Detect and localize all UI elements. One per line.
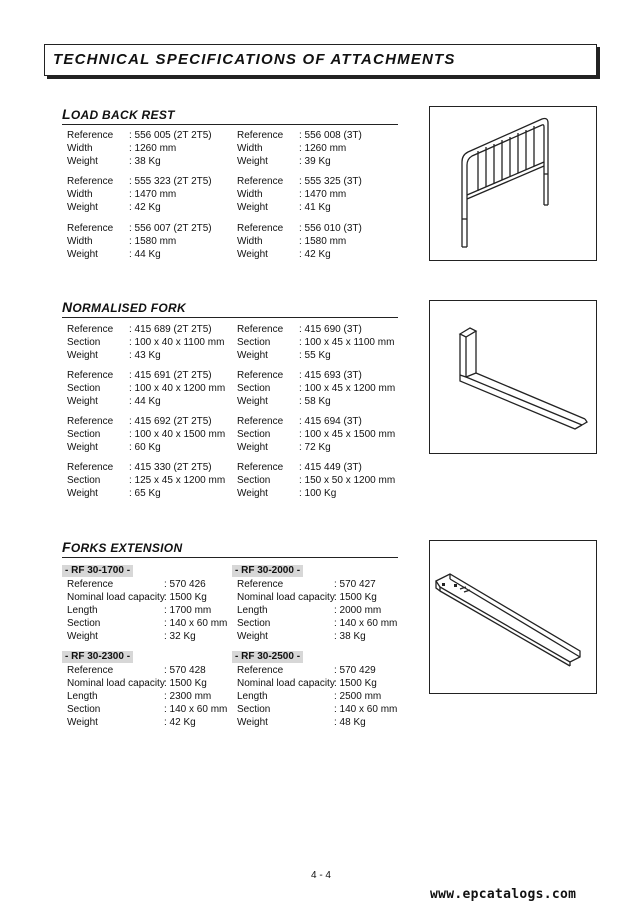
- spec-value: : 72 Kg: [299, 442, 331, 453]
- spec-value: : 2000 mm: [334, 605, 382, 616]
- load-back-rest-item: [67, 129, 212, 168]
- spec-label: Section: [67, 337, 101, 348]
- normalised-fork-item: [67, 369, 225, 408]
- spec-value: : 570 426: [164, 579, 206, 590]
- spec-label: Weight: [237, 202, 268, 213]
- fork-extension-item: [237, 664, 397, 729]
- spec-label: Weight: [237, 350, 268, 361]
- spec-label: Weight: [237, 442, 268, 453]
- spec-label: Length: [237, 605, 268, 616]
- spec-value: : 140 x 60 mm: [164, 704, 228, 715]
- normalised-fork-illustration: [429, 300, 597, 454]
- spec-label: Reference: [237, 176, 284, 187]
- spec-label: Section: [237, 429, 271, 440]
- forks-extension-drawing: [430, 541, 596, 693]
- spec-value: : 100 x 40 x 1100 mm: [129, 337, 225, 348]
- spec-value: : 44 Kg: [129, 249, 161, 260]
- spec-value: : 60 Kg: [129, 442, 161, 453]
- spec-label: Weight: [67, 202, 98, 213]
- spec-value: : 1580 mm: [299, 236, 347, 247]
- fork-extension-item: [67, 578, 227, 643]
- normalised-fork-drawing: [430, 301, 596, 453]
- spec-label: Reference: [67, 223, 114, 234]
- spec-value: : 570 428: [164, 665, 206, 676]
- spec-label: Weight: [237, 396, 268, 407]
- spec-label: Reference: [67, 462, 114, 473]
- spec-label: Weight: [67, 396, 98, 407]
- spec-label: Section: [237, 475, 271, 486]
- normalised-fork-item: [237, 461, 395, 500]
- spec-value: : 415 689 (2T 2T5): [129, 324, 212, 335]
- spec-label: Length: [237, 691, 268, 702]
- spec-label: Width: [67, 236, 93, 247]
- spec-value: : 1580 mm: [129, 236, 177, 247]
- fork-extension-model: - RF 30-2500 -: [232, 651, 303, 663]
- spec-label: Reference: [237, 665, 284, 676]
- spec-value: : 100 x 45 x 1200 mm: [299, 383, 396, 394]
- spec-label: Width: [67, 143, 93, 154]
- spec-value: : 58 Kg: [299, 396, 331, 407]
- spec-label: Weight: [67, 631, 98, 642]
- spec-label: Weight: [237, 717, 268, 728]
- normalised-fork-item: [237, 323, 394, 362]
- spec-value: : 570 429: [334, 665, 376, 676]
- spec-value: : 100 x 40 x 1500 mm: [129, 429, 226, 440]
- normalised-fork-item: [237, 415, 395, 454]
- page-title: TECHNICAL SPECIFICATIONS OF ATTACHMENTS: [53, 51, 456, 68]
- spec-label: Length: [67, 605, 98, 616]
- spec-value: : 1260 mm: [129, 143, 177, 154]
- fork-extension-model: - RF 30-2300 -: [62, 651, 133, 663]
- load-back-rest-item: [67, 222, 212, 261]
- page-number: 4 - 4: [310, 870, 331, 881]
- spec-value: : 100 x 45 x 1100 mm: [299, 337, 395, 348]
- spec-value: : 38 Kg: [129, 156, 161, 167]
- website-watermark: www.epcatalogs.com: [430, 887, 577, 902]
- spec-label: Reference: [67, 324, 114, 335]
- spec-value: : 1260 mm: [299, 143, 347, 154]
- normalised-fork-heading: NORMALISED FORK: [62, 299, 398, 318]
- spec-label: Reference: [237, 130, 284, 141]
- spec-label: Weight: [67, 442, 98, 453]
- spec-value: : 570 427: [334, 579, 376, 590]
- spec-value: : 38 Kg: [334, 631, 366, 642]
- spec-value: : 415 691 (2T 2T5): [129, 370, 212, 381]
- spec-value: : 415 449 (3T): [299, 462, 362, 473]
- spec-value: : 556 005 (2T 2T5): [129, 130, 212, 141]
- spec-label: Section: [67, 429, 101, 440]
- spec-label: Reference: [67, 416, 114, 427]
- spec-label: Weight: [237, 488, 268, 499]
- spec-label: Section: [237, 618, 271, 629]
- spec-label: Reference: [67, 665, 114, 676]
- spec-label: Reference: [237, 324, 284, 335]
- spec-label: Section: [67, 704, 101, 715]
- spec-value: : 415 692 (2T 2T5): [129, 416, 212, 427]
- spec-value: : 48 Kg: [334, 717, 366, 728]
- fork-extension-model: - RF 30-2000 -: [232, 565, 303, 577]
- spec-value: : 44 Kg: [129, 396, 161, 407]
- spec-value: : 1470 mm: [299, 189, 347, 200]
- spec-label: Nominal load capacity: [67, 678, 165, 689]
- page-title-box: [44, 44, 597, 76]
- spec-value: : 556 010 (3T): [299, 223, 362, 234]
- spec-label: Section: [67, 383, 101, 394]
- load-back-rest-illustration: [429, 106, 597, 261]
- spec-label: Nominal load capacity: [67, 592, 165, 603]
- spec-value: : 140 x 60 mm: [164, 618, 228, 629]
- spec-label: Reference: [237, 370, 284, 381]
- normalised-fork-item: [67, 323, 224, 362]
- normalised-fork-item: [67, 461, 225, 500]
- spec-value: : 100 x 45 x 1500 mm: [299, 429, 396, 440]
- load-back-rest-item: [67, 175, 212, 214]
- spec-label: Section: [67, 618, 101, 629]
- spec-label: Reference: [237, 579, 284, 590]
- fork-extension-item: [237, 578, 397, 643]
- load-back-rest-heading: LOAD BACK REST: [62, 106, 398, 125]
- spec-value: : 555 323 (2T 2T5): [129, 176, 212, 187]
- normalised-fork-item: [237, 369, 395, 408]
- spec-label: Width: [237, 189, 263, 200]
- spec-value: : 140 x 60 mm: [334, 704, 398, 715]
- spec-value: : 1500 Kg: [164, 678, 207, 689]
- load-back-rest-drawing: [430, 107, 596, 260]
- spec-value: : 556 007 (2T 2T5): [129, 223, 212, 234]
- spec-value: : 1500 Kg: [164, 592, 207, 603]
- spec-value: : 1500 Kg: [334, 678, 377, 689]
- spec-value: : 42 Kg: [129, 202, 161, 213]
- load-back-rest-item: [237, 129, 362, 168]
- spec-label: Section: [237, 337, 271, 348]
- fork-extension-model: - RF 30-1700 -: [62, 565, 133, 577]
- spec-value: : 150 x 50 x 1200 mm: [299, 475, 396, 486]
- fork-extension-item: [67, 664, 227, 729]
- spec-label: Reference: [67, 176, 114, 187]
- spec-value: : 2300 mm: [164, 691, 212, 702]
- spec-label: Reference: [237, 223, 284, 234]
- spec-value: : 42 Kg: [164, 717, 196, 728]
- spec-label: Weight: [237, 156, 268, 167]
- spec-label: Weight: [67, 717, 98, 728]
- load-back-rest-item: [237, 175, 362, 214]
- spec-value: : 32 Kg: [164, 631, 196, 642]
- spec-value: : 65 Kg: [129, 488, 161, 499]
- spec-label: Nominal load capacity: [237, 678, 335, 689]
- spec-label: Reference: [237, 416, 284, 427]
- spec-label: Weight: [67, 156, 98, 167]
- spec-label: Width: [237, 143, 263, 154]
- spec-label: Section: [237, 704, 271, 715]
- spec-value: : 140 x 60 mm: [334, 618, 398, 629]
- spec-value: : 39 Kg: [299, 156, 331, 167]
- spec-value: : 43 Kg: [129, 350, 161, 361]
- spec-value: : 556 008 (3T): [299, 130, 362, 141]
- spec-value: : 415 690 (3T): [299, 324, 362, 335]
- spec-value: : 415 330 (2T 2T5): [129, 462, 212, 473]
- spec-value: : 42 Kg: [299, 249, 331, 260]
- spec-label: Reference: [67, 130, 114, 141]
- spec-label: Weight: [237, 249, 268, 260]
- spec-value: : 125 x 45 x 1200 mm: [129, 475, 226, 486]
- spec-value: : 415 693 (3T): [299, 370, 362, 381]
- load-back-rest-item: [237, 222, 362, 261]
- spec-label: Reference: [67, 579, 114, 590]
- spec-label: Section: [237, 383, 271, 394]
- spec-label: Reference: [67, 370, 114, 381]
- spec-value: : 415 694 (3T): [299, 416, 362, 427]
- spec-label: Nominal load capacity: [237, 592, 335, 603]
- spec-label: Weight: [237, 631, 268, 642]
- spec-value: : 55 Kg: [299, 350, 331, 361]
- spec-value: : 1500 Kg: [334, 592, 377, 603]
- forks-extension-heading: FORKS EXTENSION: [62, 539, 398, 558]
- spec-label: Weight: [67, 488, 98, 499]
- spec-value: : 555 325 (3T): [299, 176, 362, 187]
- spec-label: Reference: [237, 462, 284, 473]
- spec-label: Weight: [67, 350, 98, 361]
- spec-label: Width: [237, 236, 263, 247]
- spec-value: : 1470 mm: [129, 189, 177, 200]
- spec-value: : 100 Kg: [299, 488, 337, 499]
- spec-label: Length: [67, 691, 98, 702]
- normalised-fork-item: [67, 415, 225, 454]
- spec-label: Weight: [67, 249, 98, 260]
- spec-label: Section: [67, 475, 101, 486]
- spec-label: Width: [67, 189, 93, 200]
- spec-value: : 1700 mm: [164, 605, 212, 616]
- spec-value: : 100 x 40 x 1200 mm: [129, 383, 226, 394]
- spec-value: : 2500 mm: [334, 691, 382, 702]
- forks-extension-illustration: [429, 540, 597, 694]
- spec-value: : 41 Kg: [299, 202, 331, 213]
